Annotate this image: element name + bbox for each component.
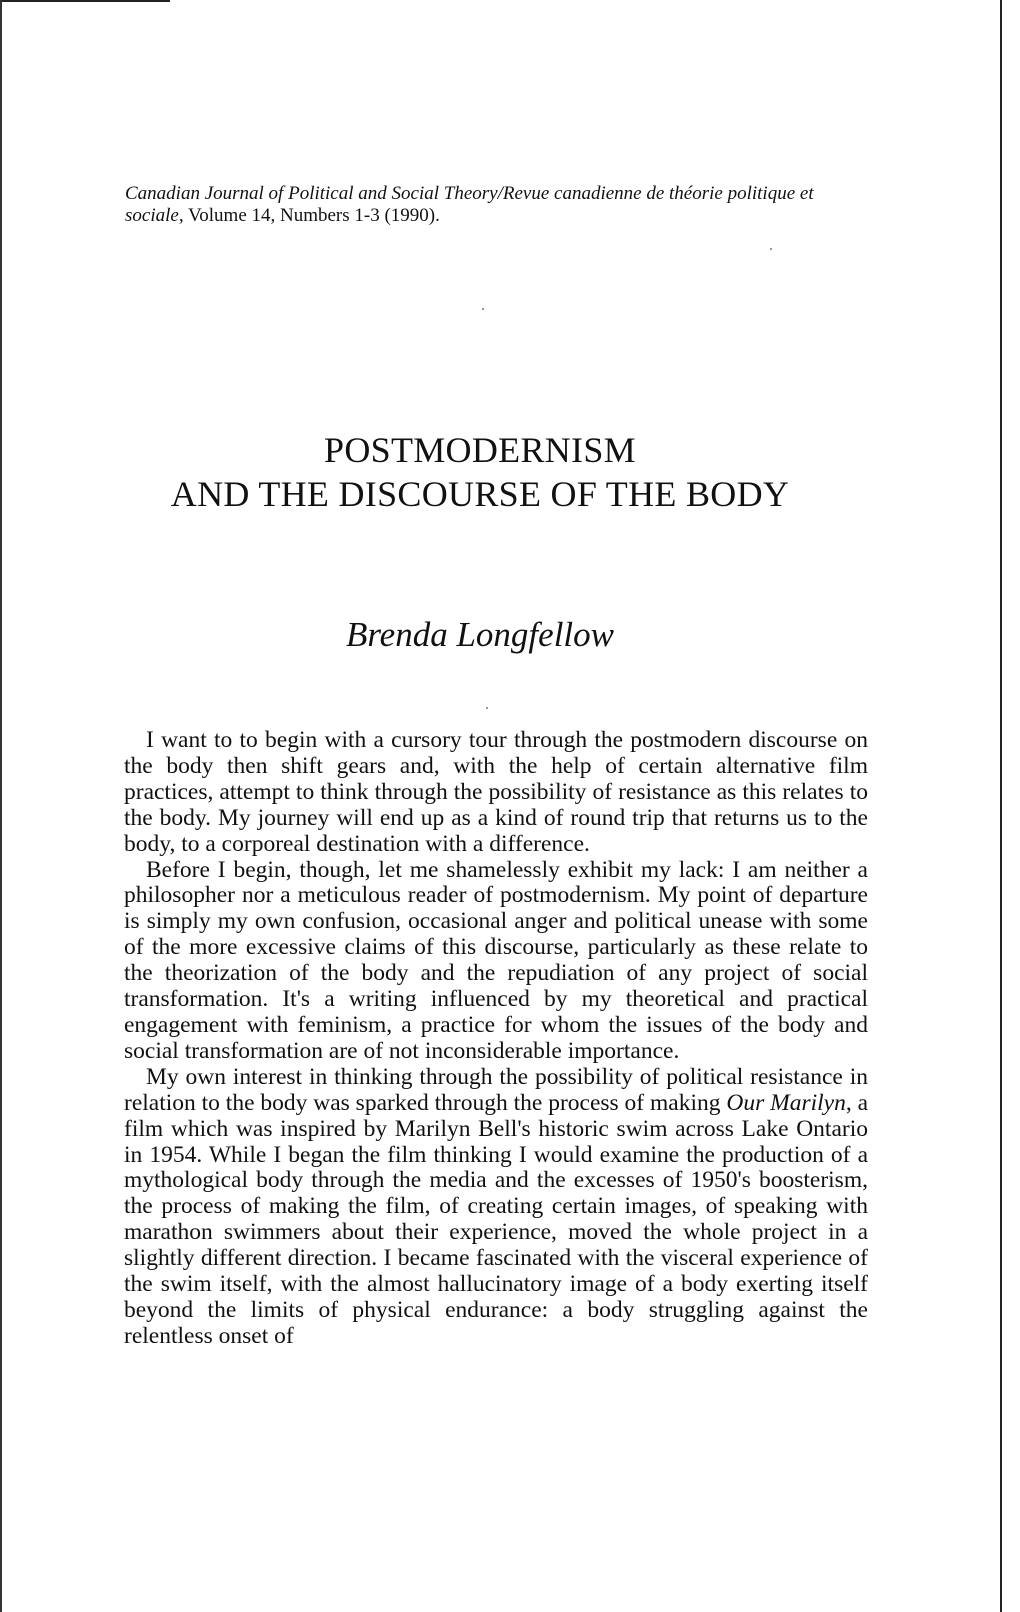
title-line-1: POSTMODERNISM <box>324 430 636 470</box>
article-body <box>124 728 868 1350</box>
scan-speck <box>482 308 484 310</box>
scan-border-top <box>0 0 170 2</box>
paragraph-3-end: , a film which was inspired by Marilyn Bell's historic swim across Lake Ontario in 1954. While I began the film thinking I would examine the production of a mythological body through the media and the excesses of 1950's boosterism, the process of making the film, of creating certain images, of speaking with marathon swimmers about their experience, moved the whole project in a slightly different direction. I became fascinated with the visceral experience of the swim itself, with the almost hallucinatory image of a body exerting itself beyond the limits of physical endurance: a body struggling against the relentless onset of <box>124 1089 869 1349</box>
scan-speck <box>486 707 488 709</box>
paragraph-1: I want to to begin with a cursory tour through the postmodern discourse on the body then shift gears and, with the help of certain alternative film practices, attempt to think through the possibility of resistance as this relates to the body. My journey will end up as a kind of round trip that returns us to the body, to a corporeal destination with a difference. <box>124 727 868 857</box>
paragraph-3-start: My own interest in thinking through the possibility of political resistance in relation to the body was sparked through the process of making <box>124 1063 868 1116</box>
scan-border-right <box>1000 0 1002 1612</box>
article-author: Brenda Longfellow <box>345 615 614 654</box>
title-line-2: AND THE DISCOURSE OF THE BODY <box>170 474 790 514</box>
journal-citation <box>125 183 865 227</box>
scan-border-left <box>0 0 2 1612</box>
scan-speck <box>770 248 772 250</box>
journal-volume: Volume 14, Numbers 1-3 (1990). <box>183 205 440 226</box>
article-title <box>100 428 860 516</box>
journal-name: Canadian Journal of Political and Social Theory/Revue canadienne de théorie politique et sociale, <box>125 183 814 226</box>
film-title: Our Marilyn <box>726 1089 846 1116</box>
paragraph-3 <box>124 1065 868 1350</box>
paragraph-2: Before I begin, though, let me shamelessly exhibit my lack: I am neither a philosopher nor a meticulous reader of postmodernism. My point of departure is simply my own confusion, occasional anger and political unease with some of the more excessive claims of this discourse, particularly as these relate to the theorization of the body and the repudiation of any project of social transformation. It's a writing influenced by my theoretical and practical engagement with feminism, a practice for whom the issues of the body and social transformation are of not inconsiderable importance. <box>124 856 868 1064</box>
